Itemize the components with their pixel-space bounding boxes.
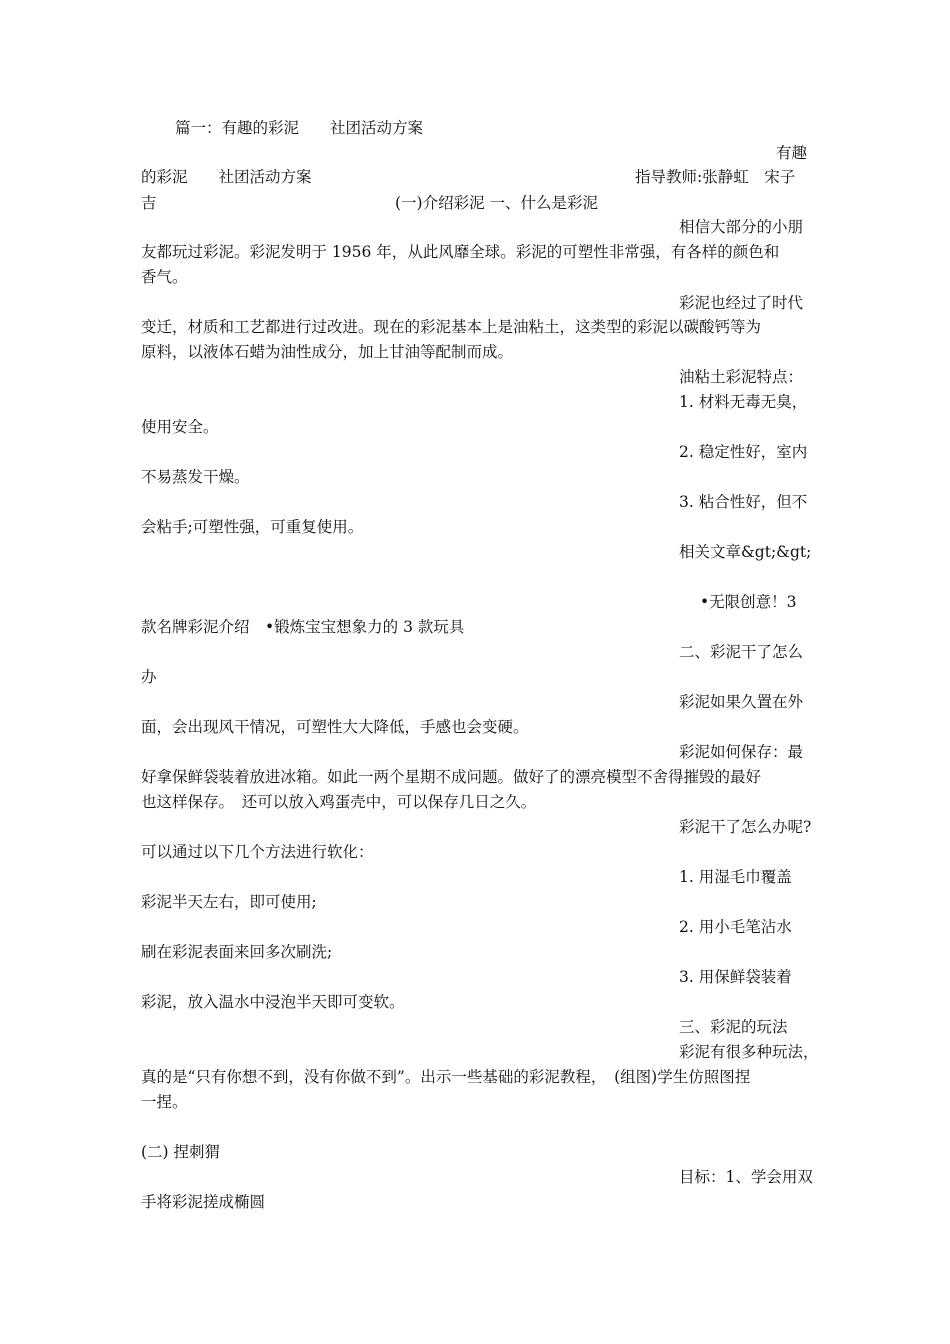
- text-line: 可以通过以下几个方法进行软化：: [141, 843, 374, 861]
- list-item: 3. 用保鲜袋装着: [679, 968, 792, 986]
- section-heading: (二) 捏刺猬: [141, 1143, 221, 1161]
- text-line: 相信大部分的小朋: [679, 218, 804, 236]
- text-line: 一捏。: [141, 1093, 188, 1111]
- text-line: 油粘土彩泥特点：: [679, 368, 804, 386]
- list-item: 2. 用小毛笔沾水: [679, 918, 792, 936]
- text-line: 办: [141, 668, 157, 686]
- list-item: 1. 用湿毛巾覆盖: [679, 868, 792, 886]
- text-line: 彩泥半天左右，即可使用;: [141, 893, 317, 911]
- list-item: 2. 稳定性好，室内: [679, 443, 808, 461]
- related-article-link: •无限创意！3: [700, 593, 797, 611]
- text-line: 手将彩泥搓成椭圆: [141, 1193, 266, 1211]
- text-line: 的彩泥 社团活动方案: [141, 168, 312, 186]
- text-line: 彩泥如果久置在外: [679, 693, 804, 711]
- text-line: 吉: [141, 194, 157, 212]
- list-item: 1. 材料无毒无臭，: [679, 393, 808, 411]
- section-heading: 二、彩泥干了怎么: [679, 643, 804, 661]
- related-article-link: 款名牌彩泥介绍 •锻炼宝宝想象力的 3 款玩具: [141, 618, 465, 636]
- text-line: 彩泥如何保存：最: [679, 743, 804, 761]
- text-line: 会粘手;可塑性强，可重复使用。: [141, 518, 364, 536]
- related-articles-label: 相关文章&gt;&gt;: [679, 543, 812, 561]
- document-title: 篇一：有趣的彩泥 社团活动方案: [175, 119, 424, 137]
- text-line: 也这样保存。 还可以放入鸡蛋壳中，可以保存几日之久。: [141, 793, 537, 811]
- text-line: 友都玩过彩泥。彩泥发明于 1956 年，从此风靡全球。彩泥的可塑性非常强，有各样的颜色和: [141, 243, 780, 261]
- text-line: 香气。: [141, 268, 188, 286]
- text-line: 彩泥干了怎么办呢?: [679, 818, 812, 836]
- text-line: 原料，以液体石蜡为油性成分，加上甘油等配制而成。: [141, 343, 514, 361]
- section-heading: 三、彩泥的玩法: [679, 1018, 788, 1036]
- instructor-line: 指导教师:张静虹 宋子: [635, 168, 796, 186]
- text-line: 刷在彩泥表面来回多次刷洗;: [141, 943, 333, 961]
- text-line: 使用安全。: [141, 418, 219, 436]
- text-line: 彩泥也经过了时代: [679, 294, 804, 312]
- text-line: 变迁，材质和工艺都进行过改进。现在的彩泥基本上是油粘土，这类型的彩泥以碳酸钙等为: [141, 318, 762, 336]
- section-heading: (一)介绍彩泥 一、什么是彩泥: [395, 194, 599, 212]
- list-item: 3. 粘合性好，但不: [679, 493, 808, 511]
- text-line: 目标：1、学会用双: [679, 1168, 813, 1186]
- text-line: 好拿保鲜袋装着放进冰箱。如此一两个星期不成问题。做好了的漂亮模型不舍得摧毁的最好: [141, 768, 762, 786]
- text-line: 有趣: [776, 144, 808, 162]
- text-line: 彩泥，放入温水中浸泡半天即可变软。: [141, 993, 405, 1011]
- text-line: 真的是“只有你想不到，没有你做不到”。出示一些基础的彩泥教程， (组图)学生仿照图捏: [141, 1068, 751, 1086]
- text-line: 面，会出现风干情况，可塑性大大降低，手感也会变硬。: [141, 718, 529, 736]
- text-line: 彩泥有很多种玩法，: [679, 1043, 819, 1061]
- text-line: 不易蒸发干燥。: [141, 468, 250, 486]
